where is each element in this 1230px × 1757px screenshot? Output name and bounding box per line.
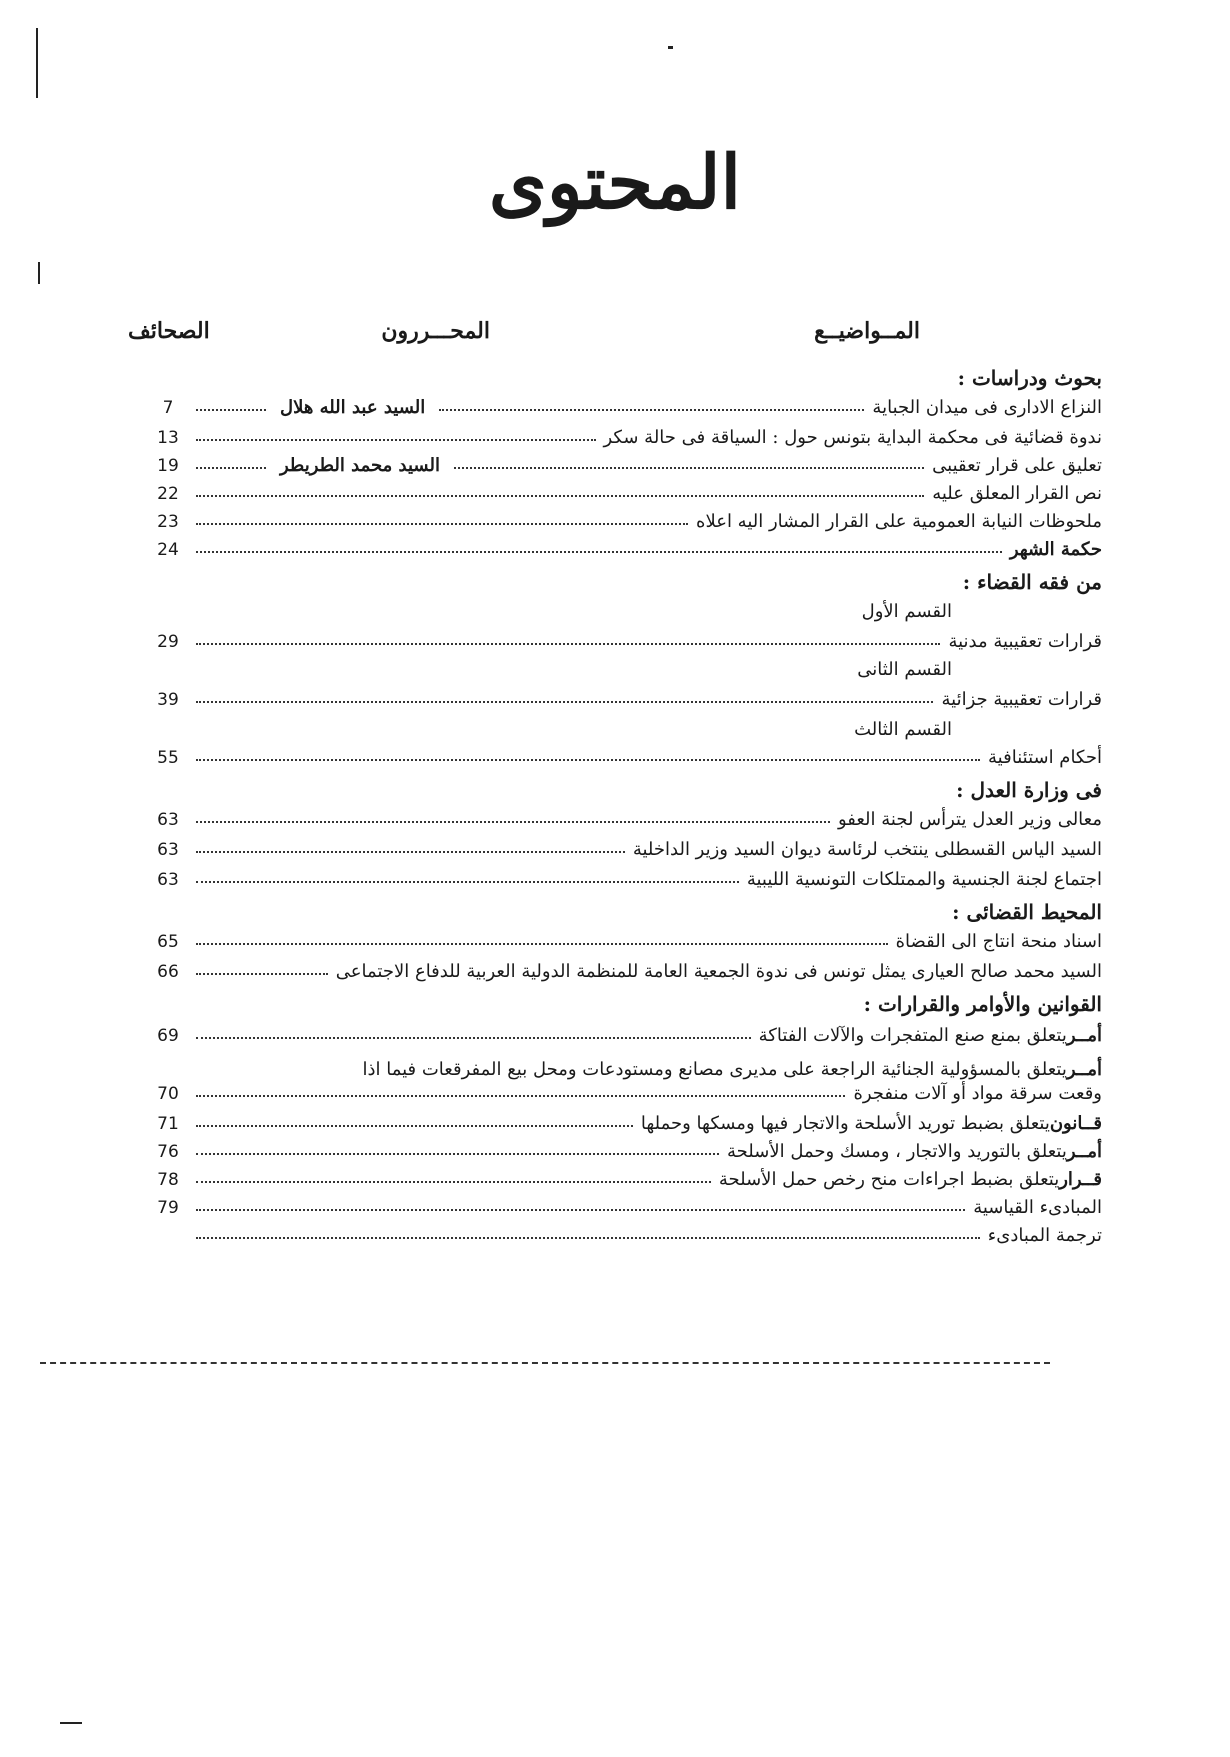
toc-entry-title: المحيط القضائى : bbox=[952, 900, 1102, 924]
toc-dot-leader bbox=[196, 523, 688, 525]
toc-entry-page: 63 bbox=[157, 810, 179, 830]
footer-rule bbox=[40, 1362, 1050, 1364]
toc-entry-page: 13 bbox=[157, 428, 179, 448]
toc-entry-page: 78 bbox=[157, 1170, 179, 1190]
toc-entry-title: بحوث ودراسات : bbox=[957, 366, 1102, 390]
toc-dot-leader bbox=[196, 1037, 751, 1039]
toc-dot-leader bbox=[196, 1237, 980, 1239]
toc-entry-title: القسم الأول bbox=[861, 601, 952, 622]
toc-entry bbox=[148, 922, 1102, 952]
toc-entry-title: المبادىء القياسية bbox=[973, 1197, 1102, 1218]
margin-mark bbox=[668, 46, 673, 49]
toc-entry-page: 55 bbox=[157, 748, 179, 768]
toc-entry-keyword: أمــر bbox=[1066, 1141, 1102, 1162]
toc-entry-title: ملحوظات النيابة العمومية على القرار المشار اليه اعلاه bbox=[696, 511, 1102, 532]
toc-entry bbox=[148, 800, 1102, 830]
toc-entry-title: ترجمة المبادىء bbox=[987, 1225, 1102, 1246]
toc-section-heading bbox=[148, 894, 1102, 924]
toc-dot-leader bbox=[196, 851, 625, 853]
toc-entry bbox=[148, 1104, 1102, 1134]
toc-entry bbox=[148, 650, 1102, 680]
margin-mark bbox=[38, 262, 40, 284]
toc-dot-leader bbox=[196, 759, 980, 761]
toc-entry bbox=[148, 710, 1102, 740]
toc-dot-leader bbox=[196, 1181, 711, 1183]
toc-entry bbox=[148, 1160, 1102, 1190]
table-of-contents bbox=[0, 360, 1230, 1340]
toc-section-heading bbox=[148, 986, 1102, 1016]
toc-entry bbox=[148, 592, 1102, 622]
toc-entry bbox=[148, 738, 1102, 768]
toc-dot-leader bbox=[196, 551, 1002, 553]
toc-entry-title: فى وزارة العدل : bbox=[956, 778, 1102, 802]
toc-entry-title: النزاع الادارى فى ميدان الجباية bbox=[872, 397, 1102, 418]
toc-entry bbox=[148, 622, 1102, 652]
toc-dot-leader bbox=[196, 701, 933, 703]
toc-dot-leader bbox=[196, 881, 739, 883]
toc-section-heading bbox=[148, 360, 1102, 390]
toc-dot-leader bbox=[196, 467, 266, 469]
toc-entry-page: 71 bbox=[157, 1114, 179, 1134]
margin-mark bbox=[60, 1722, 82, 1724]
toc-entry-keyword: أمــر bbox=[1066, 1025, 1102, 1046]
toc-entry-title: السيد محمد صالح العيارى يمثل تونس فى ندوة الجمعية العامة للمنظمة الدولية العربية للدفاع الاجتماعى bbox=[335, 961, 1102, 982]
column-header-editors: المحـــررون bbox=[381, 318, 490, 344]
toc-entry-page: 22 bbox=[157, 484, 179, 504]
toc-entry-title: يتعلق بالمسؤولية الجنائية الراجعة على مديرى مصانع ومستودعات ومحل بيع المفرقعات فيما اذا bbox=[362, 1059, 1067, 1080]
toc-entry-title: يتعلق بالتوريد والاتجار ، ومسك وحمل الأسلحة bbox=[727, 1141, 1067, 1162]
toc-entry bbox=[148, 446, 1102, 476]
toc-dot-leader bbox=[196, 973, 328, 975]
toc-entry-title: من فقه القضاء : bbox=[962, 570, 1102, 594]
toc-entry bbox=[148, 1074, 1102, 1104]
toc-entry-page: 23 bbox=[157, 512, 179, 532]
toc-entry-keyword: قــرار bbox=[1059, 1169, 1102, 1190]
toc-entry-title: اسناد منحة انتاج الى القضاة bbox=[895, 931, 1102, 952]
toc-entry bbox=[148, 830, 1102, 860]
toc-dot-leader bbox=[196, 1125, 633, 1127]
toc-entry-title: يتعلق بمنع صنع المتفجرات والآلات الفتاكة bbox=[758, 1025, 1067, 1046]
toc-entry-title: السيد الياس القسطلى ينتخب لرئاسة ديوان السيد وزير الداخلية bbox=[632, 839, 1102, 860]
toc-dot-leader bbox=[196, 1095, 845, 1097]
toc-entry-page: 79 bbox=[157, 1198, 179, 1218]
toc-entry-page: 65 bbox=[157, 932, 179, 952]
toc-entry-page: 69 bbox=[157, 1026, 179, 1046]
toc-entry-title: يتعلق بضبط توريد الأسلحة والاتجار فيها ومسكها وحملها bbox=[640, 1113, 1050, 1134]
toc-dot-leader bbox=[196, 643, 940, 645]
toc-entry bbox=[148, 388, 1102, 418]
toc-entry bbox=[148, 1016, 1102, 1046]
toc-entry bbox=[148, 418, 1102, 448]
toc-entry bbox=[148, 474, 1102, 504]
toc-entry-title: القسم الثانى bbox=[857, 659, 952, 680]
toc-entry-title: قرارات تعقيبية مدنية bbox=[948, 631, 1102, 652]
toc-entry-title: قرارات تعقيبية جزائية bbox=[941, 689, 1102, 710]
toc-entry-page: 19 bbox=[157, 456, 179, 476]
toc-entry-page: 24 bbox=[157, 540, 179, 560]
column-header-topics: المــواضيــع bbox=[814, 318, 920, 344]
toc-entry bbox=[148, 952, 1102, 982]
toc-entry-title: ندوة قضائية فى محكمة البداية بتونس حول : السياقة فى حالة سكر bbox=[603, 427, 1102, 448]
toc-entry-author: السيد عبد الله هلال bbox=[280, 397, 426, 418]
toc-dot-leader bbox=[196, 439, 596, 441]
toc-entry-title: القسم الثالث bbox=[854, 719, 952, 740]
toc-entry bbox=[148, 1188, 1102, 1218]
toc-entry-title: القوانين والأوامر والقرارات : bbox=[863, 992, 1102, 1016]
toc-section-heading bbox=[148, 772, 1102, 802]
toc-dot-leader bbox=[196, 495, 924, 497]
toc-dot-leader bbox=[196, 821, 830, 823]
toc-entry-page: 29 bbox=[157, 632, 179, 652]
toc-dot-leader bbox=[439, 409, 864, 411]
toc-entry-title: اجتماع لجنة الجنسية والممتلكات التونسية الليبية bbox=[746, 869, 1102, 890]
toc-entry-page: 76 bbox=[157, 1142, 179, 1162]
toc-entry bbox=[148, 502, 1102, 532]
toc-entry-keyword: أمــر bbox=[1066, 1059, 1102, 1080]
toc-entry-title: حكمة الشهر bbox=[1009, 539, 1102, 560]
toc-dot-leader bbox=[196, 409, 266, 411]
toc-entry-keyword: قــانون bbox=[1049, 1113, 1102, 1134]
toc-entry-title: وقعت سرقة مواد أو آلات منفجرة bbox=[853, 1083, 1102, 1104]
toc-entry-page: 70 bbox=[157, 1084, 179, 1104]
toc-entry bbox=[148, 680, 1102, 710]
toc-entry-title: تعليق على قرار تعقيبى bbox=[932, 455, 1102, 476]
toc-entry-title: معالى وزير العدل يترأس لجنة العفو bbox=[837, 809, 1102, 830]
toc-dot-leader bbox=[196, 1153, 719, 1155]
toc-entry-page: 66 bbox=[157, 962, 179, 982]
toc-entry bbox=[148, 1132, 1102, 1162]
toc-dot-leader bbox=[196, 943, 888, 945]
toc-entry-title: أحكام استئنافية bbox=[988, 747, 1102, 768]
toc-dot-leader bbox=[454, 467, 924, 469]
page-title: المحتوى bbox=[488, 140, 742, 226]
toc-entry-page: 39 bbox=[157, 690, 179, 710]
toc-section-heading bbox=[148, 564, 1102, 594]
toc-entry-title: يتعلق بضبط اجراءات منح رخص حمل الأسلحة bbox=[718, 1169, 1060, 1190]
toc-entry-page: 7 bbox=[162, 398, 174, 418]
toc-dot-leader bbox=[196, 1209, 965, 1211]
toc-entry-page: 63 bbox=[157, 840, 179, 860]
toc-entry bbox=[148, 860, 1102, 890]
toc-entry-page: 63 bbox=[157, 870, 179, 890]
margin-mark bbox=[36, 28, 38, 98]
column-header-pages: الصحائف bbox=[128, 318, 210, 344]
toc-entry bbox=[148, 530, 1102, 560]
toc-entry-author: السيد محمد الطريطر bbox=[280, 455, 440, 476]
toc-entry bbox=[148, 1216, 1102, 1246]
toc-entry-title: نص القرار المعلق عليه bbox=[932, 483, 1102, 504]
